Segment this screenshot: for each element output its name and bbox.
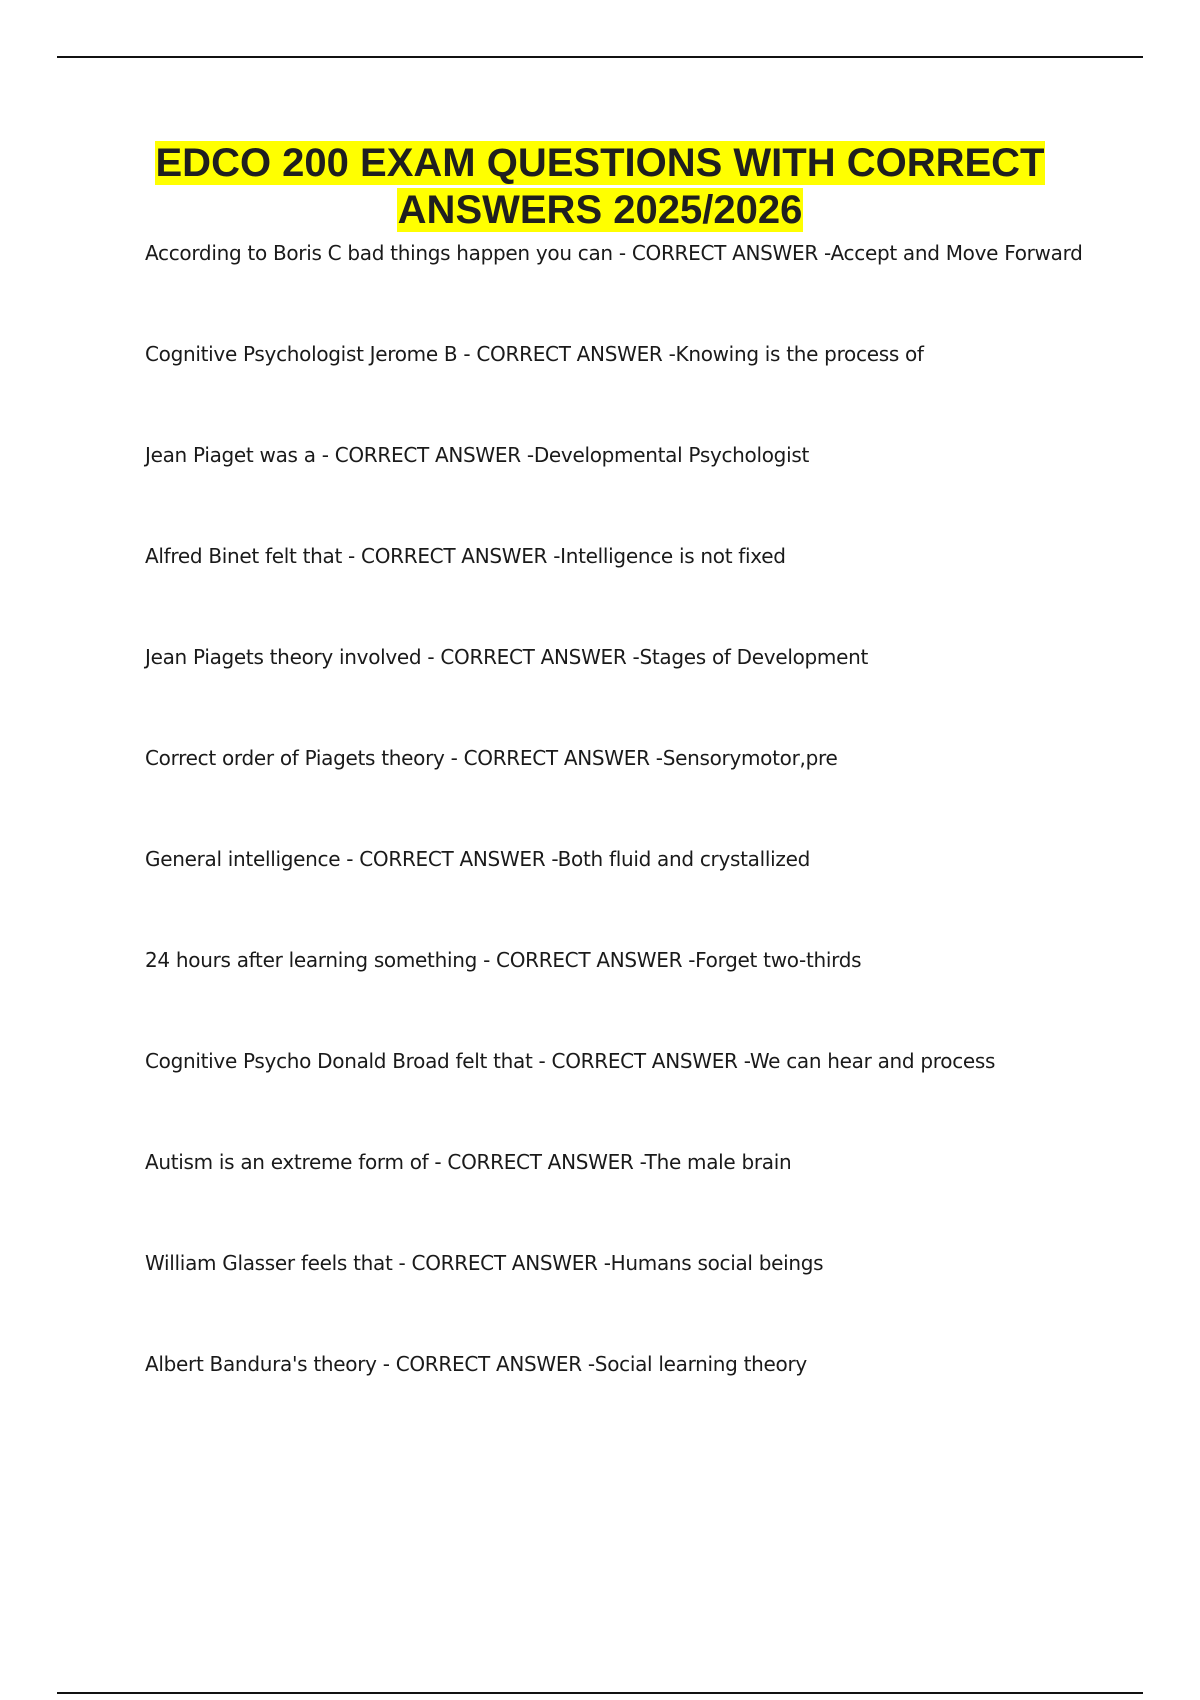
question-text: Cognitive Psychologist Jerome B [145, 342, 458, 366]
answer-text: Knowing is the process of [675, 342, 924, 366]
page-title [0, 140, 1200, 234]
answer-separator: - CORRECT ANSWER - [376, 1352, 595, 1376]
qa-item [145, 742, 1145, 843]
answer-text: The male brain [644, 1150, 792, 1174]
question-text: Albert Bandura's theory [145, 1352, 377, 1376]
question-text: Jean Piaget was a [145, 443, 316, 467]
answer-separator: - CORRECT ANSWER - [457, 342, 676, 366]
question-text: Correct order of Piagets theory [145, 746, 445, 770]
qa-item [145, 237, 1145, 338]
question-text: According to Boris C bad things happen you can [145, 241, 613, 265]
qa-item [145, 338, 1145, 439]
question-text: 24 hours after learning something [145, 948, 478, 972]
qa-item [145, 843, 1145, 944]
bottom-rule [57, 1692, 1143, 1694]
answer-separator: - CORRECT ANSWER - [444, 746, 663, 770]
qa-list [145, 237, 1145, 1449]
qa-item [145, 641, 1145, 742]
answer-text: Stages of Development [639, 645, 869, 669]
title-line-1: EDCO 200 EXAM QUESTIONS WITH CORRECT [155, 141, 1045, 185]
answer-separator: - CORRECT ANSWER - [342, 544, 561, 568]
answer-separator: - CORRECT ANSWER - [315, 443, 534, 467]
answer-text: Social learning theory [594, 1352, 807, 1376]
answer-separator: - CORRECT ANSWER - [392, 1251, 611, 1275]
answer-separator: - CORRECT ANSWER - [612, 241, 831, 265]
answer-separator: - CORRECT ANSWER - [532, 1049, 750, 1073]
qa-item [145, 1247, 1145, 1348]
title-highlight [155, 141, 1046, 232]
answer-separator: - CORRECT ANSWER - [428, 1150, 645, 1174]
question-text: Cognitive Psycho Donald Broad felt that [145, 1049, 533, 1073]
question-text: Jean Piagets theory involved [145, 645, 422, 669]
qa-item [145, 944, 1145, 1045]
answer-text: Both fluid and crystallized [557, 847, 810, 871]
qa-item [145, 1045, 1145, 1146]
answer-text: Humans social beings [610, 1251, 824, 1275]
answer-text: We can hear and process [749, 1049, 996, 1073]
qa-item [145, 540, 1145, 641]
qa-item [145, 439, 1145, 540]
top-rule [57, 56, 1143, 58]
answer-text: Developmental Psychologist [533, 443, 810, 467]
answer-text: Sensorymotor,pre [662, 746, 838, 770]
qa-item [145, 1348, 1145, 1449]
answer-text: Accept and Move Forward [830, 241, 1083, 265]
answer-separator: - CORRECT ANSWER - [477, 948, 696, 972]
answer-separator: - CORRECT ANSWER - [421, 645, 640, 669]
title-line-2: ANSWERS 2025/2026 [397, 188, 803, 232]
question-text: William Glasser feels that [145, 1251, 393, 1275]
answer-text: Forget two-thirds [695, 948, 862, 972]
answer-separator: - CORRECT ANSWER - [340, 847, 558, 871]
question-text: Alfred Binet felt that [145, 544, 342, 568]
question-text: Autism is an extreme form of [145, 1150, 429, 1174]
answer-text: Intelligence is not fixed [560, 544, 786, 568]
qa-item [145, 1146, 1145, 1247]
question-text: General intelligence [145, 847, 341, 871]
